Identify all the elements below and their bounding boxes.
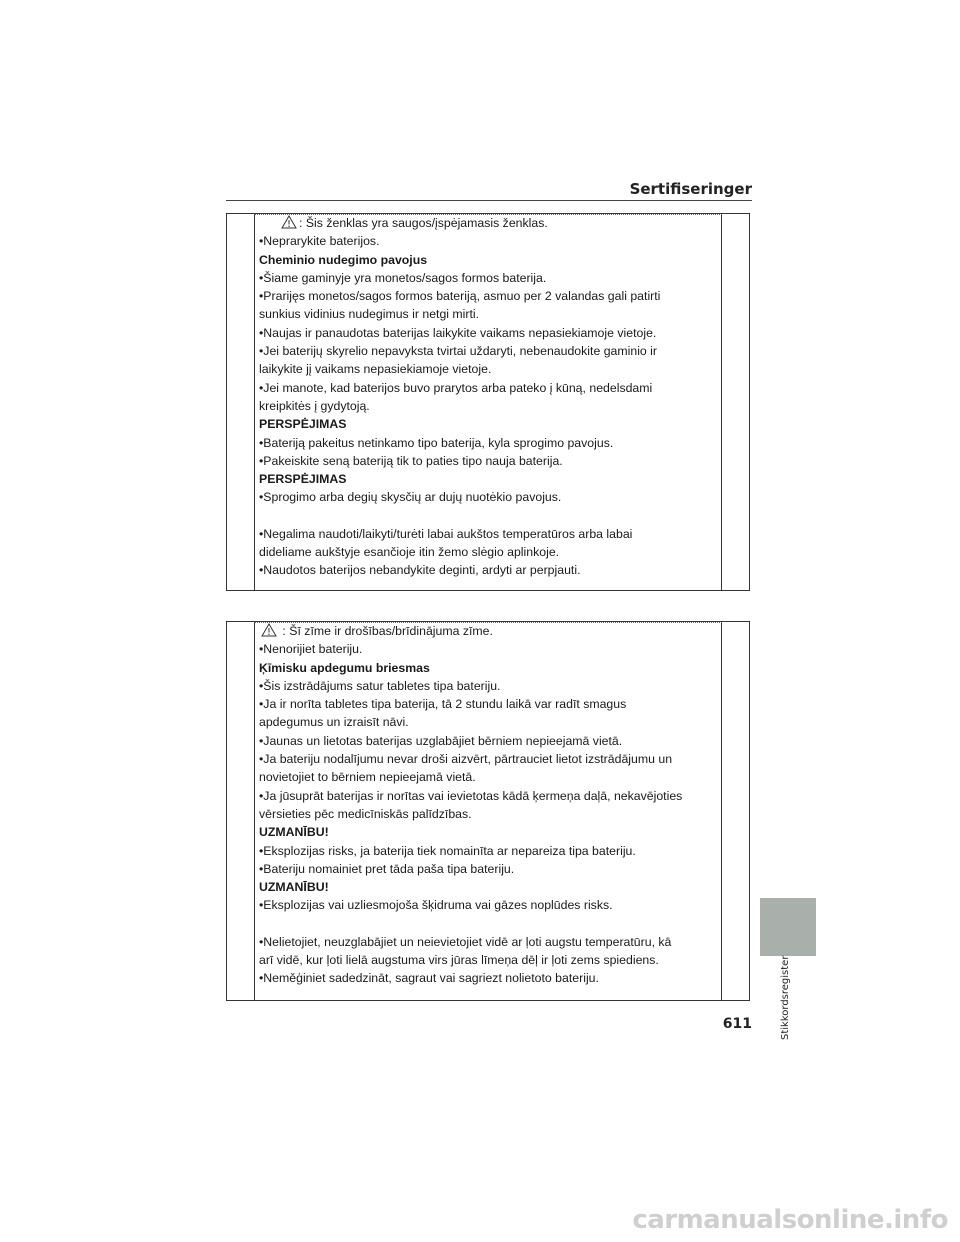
section-heading: Ķīmisku apdegumu briesmas: [259, 660, 430, 675]
text-line: •Nenorijiet bateriju.: [259, 642, 363, 657]
warning-content: [259, 622, 717, 988]
page-number: 611: [722, 1016, 752, 1032]
text-line: •Prarijęs monetos/sagos formos bateriją, asmuo per 2 valandas gali patirti: [259, 289, 661, 304]
text-line: •Jei baterijų skyrelio nepavyksta tvirtai uždaryti, nebenaudokite gaminio ir: [259, 344, 658, 359]
section-heading: Cheminio nudegimo pavojus: [259, 252, 428, 267]
text-line: •Šiame gaminyje yra monetos/sagos formos baterija.: [259, 270, 547, 285]
text-line: •Jaunas un lietotas baterijas uzglabājiet bērniem nepieejamā vietā.: [259, 733, 623, 748]
text-line: •Eksplozijas vai uzliesmojoša šķidruma vai gāzes noplūdes risks.: [259, 898, 613, 913]
text-line: •Bateriju nomainiet pret tāda paša tipa bateriju.: [259, 861, 515, 876]
text-line: dideliame aukštyje esančioje itin žemo slėgio aplinkoje.: [259, 545, 560, 560]
section-side-tab[interactable]: [760, 898, 816, 956]
text-line: •Ja ir norīta tabletes tipa baterija, tā 2 stundu laikā var radīt smagus: [259, 697, 627, 712]
section-heading: PERSPĖJIMAS: [259, 417, 347, 432]
text-line: vērsieties pēc medicīniskās palīdzības.: [259, 806, 472, 821]
text-line: •Ja bateriju nodalījumu nevar droši aizvērt, pārtrauciet lietot izstrādājumu un: [259, 752, 673, 767]
text-line: •Naudotos baterijos nebandykite deginti, ardyti ar perpjauti.: [259, 563, 581, 578]
warning-sign-text: : Šis ženklas yra saugos/įspėjamasis ženklas.: [299, 216, 548, 230]
text-line: •Ja jūsuprāt baterijas ir norītas vai ievietotas kādā ķermeņa daļā, nekavējoties: [259, 788, 683, 803]
text-line: •Neprarykite baterijos.: [259, 234, 380, 249]
text-line: •Sprogimo arba degių skysčių ar dujų nuotėkio pavojus.: [259, 490, 562, 505]
warning-content: [259, 214, 717, 580]
text-line: •Naujas ir panaudotas baterijas laikykite vaikams nepasiekiamoje vietoje.: [259, 325, 657, 340]
text-line: •Pakeiskite seną bateriją tik to paties tipo nauja baterija.: [259, 453, 563, 468]
warning-box-lithuanian: [226, 213, 750, 591]
section-heading: UZMANĪBU!: [259, 825, 329, 840]
text-line: •Neměģiniet sadedzināt, sagraut vai sagriezt nolietoto bateriju.: [259, 971, 599, 986]
text-line: laikykite jį vaikams nepasiekiamoje vietoje.: [259, 362, 492, 377]
side-tab-label: Stikkordsregister: [780, 955, 791, 1040]
warning-triangle-icon: [281, 215, 297, 229]
text-line: sunkius vidinius nudegimus ir netgi mirti.: [259, 307, 480, 322]
warning-sign-text: : Šī zīme ir drošības/brīdinājuma zīme.: [282, 624, 493, 638]
text-line: •Negalima naudoti/laikyti/turėti labai aukštos temperatūros arba labai: [259, 526, 633, 541]
watermark: carmanualsonline.info: [632, 1205, 948, 1235]
section-heading: UZMANĪBU!: [259, 880, 329, 895]
warning-triangle-icon: [261, 623, 277, 637]
text-line: •Jei manote, kad baterijos buvo prarytos arba pateko į kūną, nedelsdami: [259, 380, 653, 395]
warning-box-latvian: [226, 621, 750, 1001]
text-line: kreipkitės į gydytoją.: [259, 398, 370, 413]
text-line: •Bateriją pakeitus netinkamo tipo baterija, kyla sprogimo pavojus.: [259, 435, 614, 450]
header-rule: [226, 200, 752, 201]
section-heading: PERSPĖJIMAS: [259, 472, 347, 487]
text-line: arī vidē, kur ļoti lielā augstuma virs jūras līmeņa dēļ ir ļoti zems spiediens.: [259, 953, 659, 968]
text-line: •Nelietojiet, neuzglabājiet un neievietojiet vidē ar ļoti augstu temperatūru, kā: [259, 934, 672, 949]
text-line: •Šis izstrādājums satur tabletes tipa bateriju.: [259, 678, 501, 693]
text-line: apdegumus un izraisīt nāvi.: [259, 715, 409, 730]
text-line: novietojiet to bērniem nepieejamā vietā.: [259, 770, 476, 785]
page-header-title: Sertifiseringer: [629, 180, 752, 198]
text-line: •Eksplozijas risks, ja baterija tiek nomainīta ar nepareiza tipa bateriju.: [259, 843, 636, 858]
